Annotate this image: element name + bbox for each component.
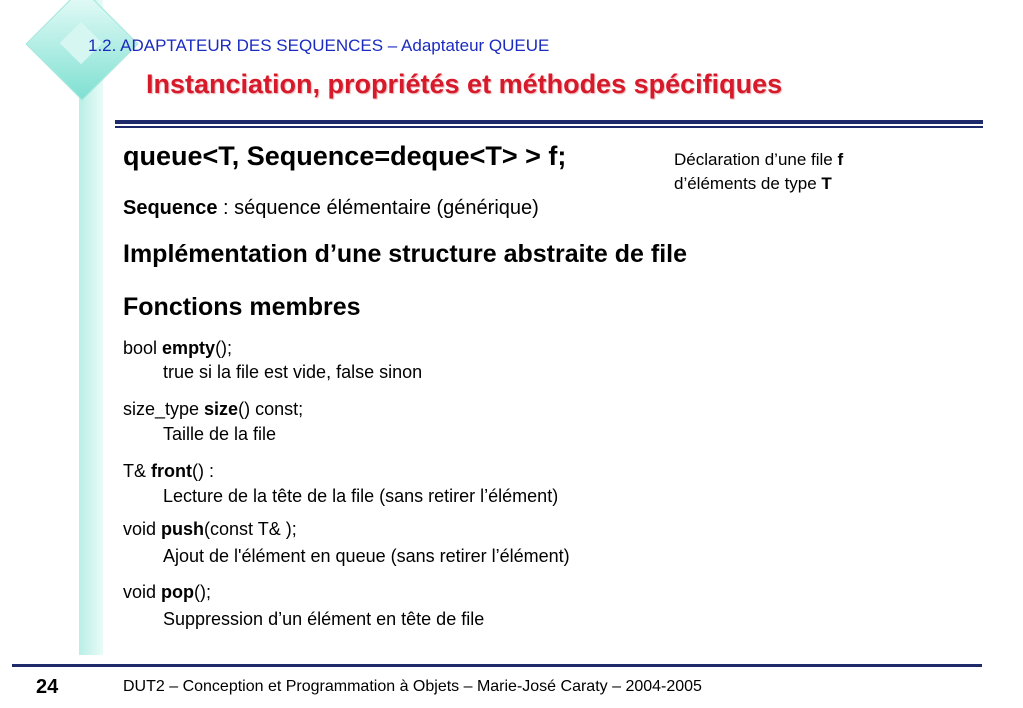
member-signature-push: void push(const T& );	[123, 519, 297, 539]
members-heading: Fonctions membres	[123, 293, 361, 321]
declaration-note-line2: d’éléments de type T	[674, 174, 832, 193]
sequence-definition: Sequence : séquence élémentaire (générique)	[123, 197, 539, 219]
footer-rule	[12, 664, 982, 667]
member-description-size: Taille de la file	[163, 424, 277, 444]
member-description-push: Ajout de l'élément en queue (sans retirer l’élément)	[163, 546, 570, 566]
member-signature-pop: void pop();	[123, 582, 212, 602]
declaration-note	[674, 148, 843, 196]
member-description-front: Lecture de la tête de la file (sans retirer l’élément)	[163, 486, 559, 506]
slide-subtitle: 1.2. ADAPTATEUR DES SEQUENCES – Adaptateur QUEUE	[88, 36, 550, 55]
declaration-note-line1: Déclaration d’une file f	[674, 150, 844, 169]
member-signature-empty: bool empty();	[123, 338, 233, 358]
member-signature-front: T& front() :	[123, 461, 214, 481]
slide-title: Instanciation, propriétés et méthodes spécifiques	[146, 69, 783, 99]
page-number: 24	[36, 676, 59, 698]
member-signature-size: size_type size() const;	[123, 399, 304, 419]
member-description-empty: true si la file est vide, false sinon	[163, 362, 423, 382]
implementation-heading: Implémentation d’une structure abstraite de file	[123, 240, 688, 268]
header-rule-thick	[115, 120, 983, 124]
footer-text: DUT2 – Conception et Programmation à Objets – Marie-José Caraty – 2004-2005	[123, 678, 702, 695]
member-description-pop: Suppression d’un élément en tête de file	[163, 609, 485, 629]
declaration-code: queue<T, Sequence=deque<T> > f;	[123, 141, 567, 171]
header-rule-thin	[115, 126, 983, 128]
